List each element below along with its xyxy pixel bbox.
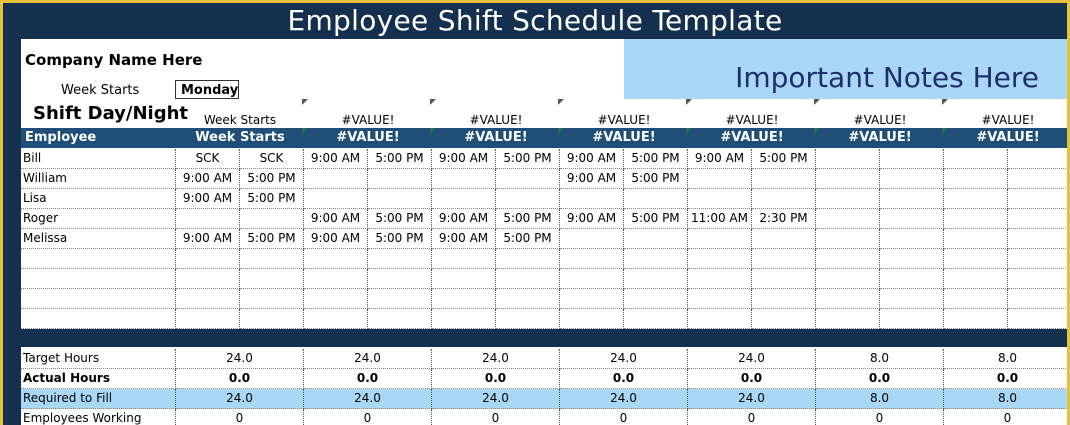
shift-time-cell[interactable] [240,289,304,309]
shift-time-cell[interactable] [432,269,496,289]
summary-label: Employees Working [21,409,176,425]
summary-value-cell[interactable]: 24.0 [304,349,432,369]
summary-value-cell[interactable]: 0.0 [688,369,816,389]
shift-time-cell[interactable] [368,249,432,269]
comment-indicator-icon [430,99,436,105]
summary-value-cell[interactable]: 8.0 [944,349,1067,369]
shift-time-cell[interactable] [752,229,816,249]
shift-time-cell[interactable] [1008,269,1067,289]
section-divider [21,329,1067,347]
shift-time-cell[interactable]: 5:00 PM [368,209,432,229]
shift-time-cell[interactable]: SCK [240,149,304,169]
day-column-header[interactable]: #VALUE! [336,130,400,145]
shift-time-cell[interactable] [1008,189,1067,209]
employee-name-cell[interactable]: Melissa [21,229,176,249]
shift-time-cell[interactable] [176,269,240,289]
shift-time-cell[interactable] [560,189,624,209]
day-top-header: Week Starts [203,113,277,127]
shift-time-cell[interactable] [944,229,1008,249]
summary-value-cell[interactable]: 0.0 [304,369,432,389]
employee-name-cell[interactable] [21,309,176,329]
summary-value-cell[interactable]: 0 [176,409,304,425]
shift-time-cell[interactable] [304,249,368,269]
shift-time-cell[interactable] [752,189,816,209]
shift-time-cell[interactable] [304,169,368,189]
week-starts-dropdown[interactable]: Monday [175,80,239,99]
shift-time-cell[interactable] [944,249,1008,269]
shift-time-cell[interactable]: 9:00 AM [432,209,496,229]
shift-time-cell[interactable] [880,229,944,249]
shift-time-cell[interactable] [304,269,368,289]
day-top-header: #VALUE! [981,113,1035,127]
summary-value-cell[interactable]: 24.0 [688,349,816,369]
summary-value-cell[interactable]: 24.0 [560,349,688,369]
shift-time-cell[interactable] [1008,289,1067,309]
summary-value-cell[interactable]: 0.0 [816,369,944,389]
shift-time-cell[interactable] [560,229,624,249]
summary-value-cell[interactable]: 0 [304,409,432,425]
shift-time-cell[interactable] [944,209,1008,229]
summary-label: Actual Hours [21,369,176,389]
shift-time-cell[interactable]: 5:00 PM [496,229,560,249]
comment-indicator-icon [686,99,692,105]
shift-time-cell[interactable]: 5:00 PM [624,169,688,189]
shift-time-cell[interactable] [560,269,624,289]
shift-time-cell[interactable] [752,249,816,269]
column-header-bar [21,128,1067,148]
shift-time-cell[interactable] [688,189,752,209]
summary-value-cell[interactable]: 0 [432,409,560,425]
day-top-header: #VALUE! [597,113,651,127]
summary-value-cell[interactable]: 0.0 [176,369,304,389]
company-name-cell[interactable]: Company Name Here [25,51,203,69]
shift-time-cell[interactable] [560,309,624,329]
shift-time-cell[interactable] [496,189,560,209]
summary-value-cell[interactable]: 24.0 [560,389,688,409]
shift-time-cell[interactable] [368,189,432,209]
shift-time-cell[interactable]: 9:00 AM [304,229,368,249]
employee-name-cell[interactable]: William [21,169,176,189]
employee-name-cell[interactable] [21,269,176,289]
employee-name-cell[interactable]: Roger [21,209,176,229]
shift-time-cell[interactable]: 5:00 PM [496,209,560,229]
shift-time-cell[interactable] [176,209,240,229]
shift-time-cell[interactable] [304,309,368,329]
shift-time-cell[interactable] [368,169,432,189]
notes-text: Important Notes Here [735,61,1039,94]
shift-time-cell[interactable] [880,249,944,269]
shift-time-cell[interactable] [368,309,432,329]
shift-time-cell[interactable] [496,309,560,329]
shift-time-cell[interactable]: 9:00 AM [432,149,496,169]
shift-time-cell[interactable] [304,289,368,309]
shift-time-cell[interactable] [816,229,880,249]
shift-time-cell[interactable] [816,209,880,229]
shift-time-cell[interactable] [816,249,880,269]
shift-time-cell[interactable] [240,269,304,289]
shift-time-cell[interactable] [816,289,880,309]
summary-value-cell[interactable]: 8.0 [816,389,944,409]
shift-time-cell[interactable]: 9:00 AM [560,169,624,189]
sheet-area [21,39,1067,425]
shift-time-cell[interactable] [560,249,624,269]
shift-time-cell[interactable] [688,169,752,189]
summary-value-cell[interactable]: 0 [560,409,688,425]
shift-time-cell[interactable] [688,309,752,329]
shift-time-cell[interactable] [496,249,560,269]
shift-time-cell[interactable] [688,269,752,289]
day-column-header[interactable]: #VALUE! [848,130,912,145]
comment-indicator-icon [302,99,308,105]
shift-time-cell[interactable]: SCK [176,149,240,169]
shift-time-cell[interactable] [944,169,1008,189]
shift-time-cell[interactable] [1008,169,1067,189]
summary-value-cell[interactable]: 24.0 [176,349,304,369]
shift-time-cell[interactable] [368,289,432,309]
employee-name-cell[interactable] [21,249,176,269]
shift-time-cell[interactable] [1008,309,1067,329]
shift-time-cell[interactable] [624,289,688,309]
day-top-header: #VALUE! [725,113,779,127]
shift-time-cell[interactable] [880,289,944,309]
comment-indicator-icon [814,99,820,105]
shift-time-cell[interactable] [368,269,432,289]
shift-time-cell[interactable] [944,309,1008,329]
shift-time-cell[interactable] [240,209,304,229]
shift-time-cell[interactable]: 9:00 AM [176,229,240,249]
shift-time-cell[interactable] [880,309,944,329]
shift-time-cell[interactable] [880,269,944,289]
shift-time-cell[interactable] [816,269,880,289]
comment-indicator-icon [302,128,308,134]
summary-value-cell[interactable]: 0 [688,409,816,425]
shift-day-night-label: Shift Day/Night [33,103,189,124]
shift-time-cell[interactable] [624,249,688,269]
shift-time-cell[interactable] [944,189,1008,209]
shift-time-cell[interactable] [816,189,880,209]
shift-time-cell[interactable] [560,289,624,309]
shift-time-cell[interactable]: 5:00 PM [496,149,560,169]
shift-time-cell[interactable] [816,149,880,169]
shift-time-cell[interactable]: 2:30 PM [752,209,816,229]
shift-time-cell[interactable] [880,149,944,169]
summary-label: Target Hours [21,349,176,369]
shift-time-cell[interactable] [432,289,496,309]
shift-time-cell[interactable]: 9:00 AM [304,209,368,229]
shift-time-cell[interactable]: 9:00 AM [688,149,752,169]
summary-value-cell[interactable]: 24.0 [432,389,560,409]
shift-time-cell[interactable] [496,169,560,189]
shift-time-cell[interactable]: 9:00 AM [432,229,496,249]
summary-value-cell[interactable]: 0.0 [560,369,688,389]
shift-time-cell[interactable] [1008,209,1067,229]
shift-time-cell[interactable]: 11:00 AM [688,209,752,229]
day-column-header[interactable]: Week Starts [195,130,285,145]
shift-time-cell[interactable] [816,169,880,189]
shift-time-cell[interactable] [688,289,752,309]
shift-time-cell[interactable]: 9:00 AM [176,189,240,209]
comment-indicator-icon [814,128,820,134]
day-column-header[interactable]: #VALUE! [976,130,1040,145]
shift-time-cell[interactable] [624,309,688,329]
day-top-header: #VALUE! [469,113,523,127]
shift-time-cell[interactable]: 5:00 PM [240,229,304,249]
shift-time-cell[interactable] [752,269,816,289]
day-top-header: #VALUE! [853,113,907,127]
summary-value-cell[interactable]: 8.0 [944,389,1067,409]
employee-name-cell[interactable]: Lisa [21,189,176,209]
comment-indicator-icon [686,128,692,134]
comment-indicator-icon [558,128,564,134]
summary-value-cell[interactable]: 24.0 [432,349,560,369]
shift-time-cell[interactable] [304,189,368,209]
shift-time-cell[interactable] [944,289,1008,309]
shift-time-cell[interactable]: 5:00 PM [240,169,304,189]
shift-time-cell[interactable] [624,229,688,249]
shift-time-cell[interactable] [1008,249,1067,269]
shift-time-cell[interactable] [752,289,816,309]
comment-indicator-icon [558,99,564,105]
shift-time-cell[interactable] [176,309,240,329]
shift-time-cell[interactable] [688,249,752,269]
summary-value-cell[interactable]: 24.0 [176,389,304,409]
page-title: Employee Shift Schedule Template [287,4,783,37]
shift-time-cell[interactable]: 5:00 PM [240,189,304,209]
shift-time-cell[interactable] [880,209,944,229]
shift-time-cell[interactable] [880,189,944,209]
shift-time-cell[interactable] [176,249,240,269]
day-top-header: #VALUE! [341,113,395,127]
employee-column-header: Employee [25,130,97,145]
week-starts-label: Week Starts [61,83,140,98]
comment-indicator-icon [942,128,948,134]
day-column-header[interactable]: #VALUE! [720,130,784,145]
shift-time-cell[interactable] [624,189,688,209]
summary-value-cell[interactable]: 24.0 [304,389,432,409]
shift-time-cell[interactable] [496,269,560,289]
shift-time-cell[interactable] [944,269,1008,289]
employee-name-cell[interactable] [21,289,176,309]
shift-time-cell[interactable] [432,169,496,189]
summary-value-cell[interactable]: 8.0 [816,349,944,369]
shift-time-cell[interactable] [1008,149,1067,169]
shift-time-cell[interactable] [880,169,944,189]
summary-label: Required to Fill [21,389,176,409]
summary-value-cell[interactable]: 0.0 [432,369,560,389]
shift-time-cell[interactable]: 5:00 PM [368,149,432,169]
shift-time-cell[interactable] [432,249,496,269]
summary-value-cell[interactable]: 0 [944,409,1067,425]
notes-cell[interactable] [624,39,1067,99]
shift-time-cell[interactable]: 9:00 AM [560,209,624,229]
summary-value-cell[interactable]: 24.0 [688,389,816,409]
shift-time-cell[interactable]: 9:00 AM [304,149,368,169]
shift-time-cell[interactable] [240,309,304,329]
shift-time-cell[interactable] [944,149,1008,169]
summary-value-cell[interactable]: 0.0 [944,369,1067,389]
shift-time-cell[interactable]: 9:00 AM [176,169,240,189]
shift-time-cell[interactable] [240,249,304,269]
shift-time-cell[interactable]: 5:00 PM [368,229,432,249]
shift-time-cell[interactable] [176,289,240,309]
summary-value-cell[interactable]: 0 [816,409,944,425]
shift-time-cell[interactable] [624,269,688,289]
shift-time-cell[interactable]: 5:00 PM [624,209,688,229]
shift-time-cell[interactable] [752,309,816,329]
shift-time-cell[interactable] [496,289,560,309]
shift-time-cell[interactable]: 5:00 PM [624,149,688,169]
employee-name-cell[interactable]: Bill [21,149,176,169]
day-column-header[interactable]: #VALUE! [464,130,528,145]
shift-time-cell[interactable]: 9:00 AM [560,149,624,169]
comment-indicator-icon [430,128,436,134]
shift-time-cell[interactable] [816,309,880,329]
shift-time-cell[interactable] [752,169,816,189]
shift-time-cell[interactable] [432,309,496,329]
shift-time-cell[interactable] [432,189,496,209]
shift-time-cell[interactable]: 5:00 PM [752,149,816,169]
comment-indicator-icon [942,99,948,105]
day-column-header[interactable]: #VALUE! [592,130,656,145]
shift-time-cell[interactable] [1008,229,1067,249]
shift-time-cell[interactable] [688,229,752,249]
